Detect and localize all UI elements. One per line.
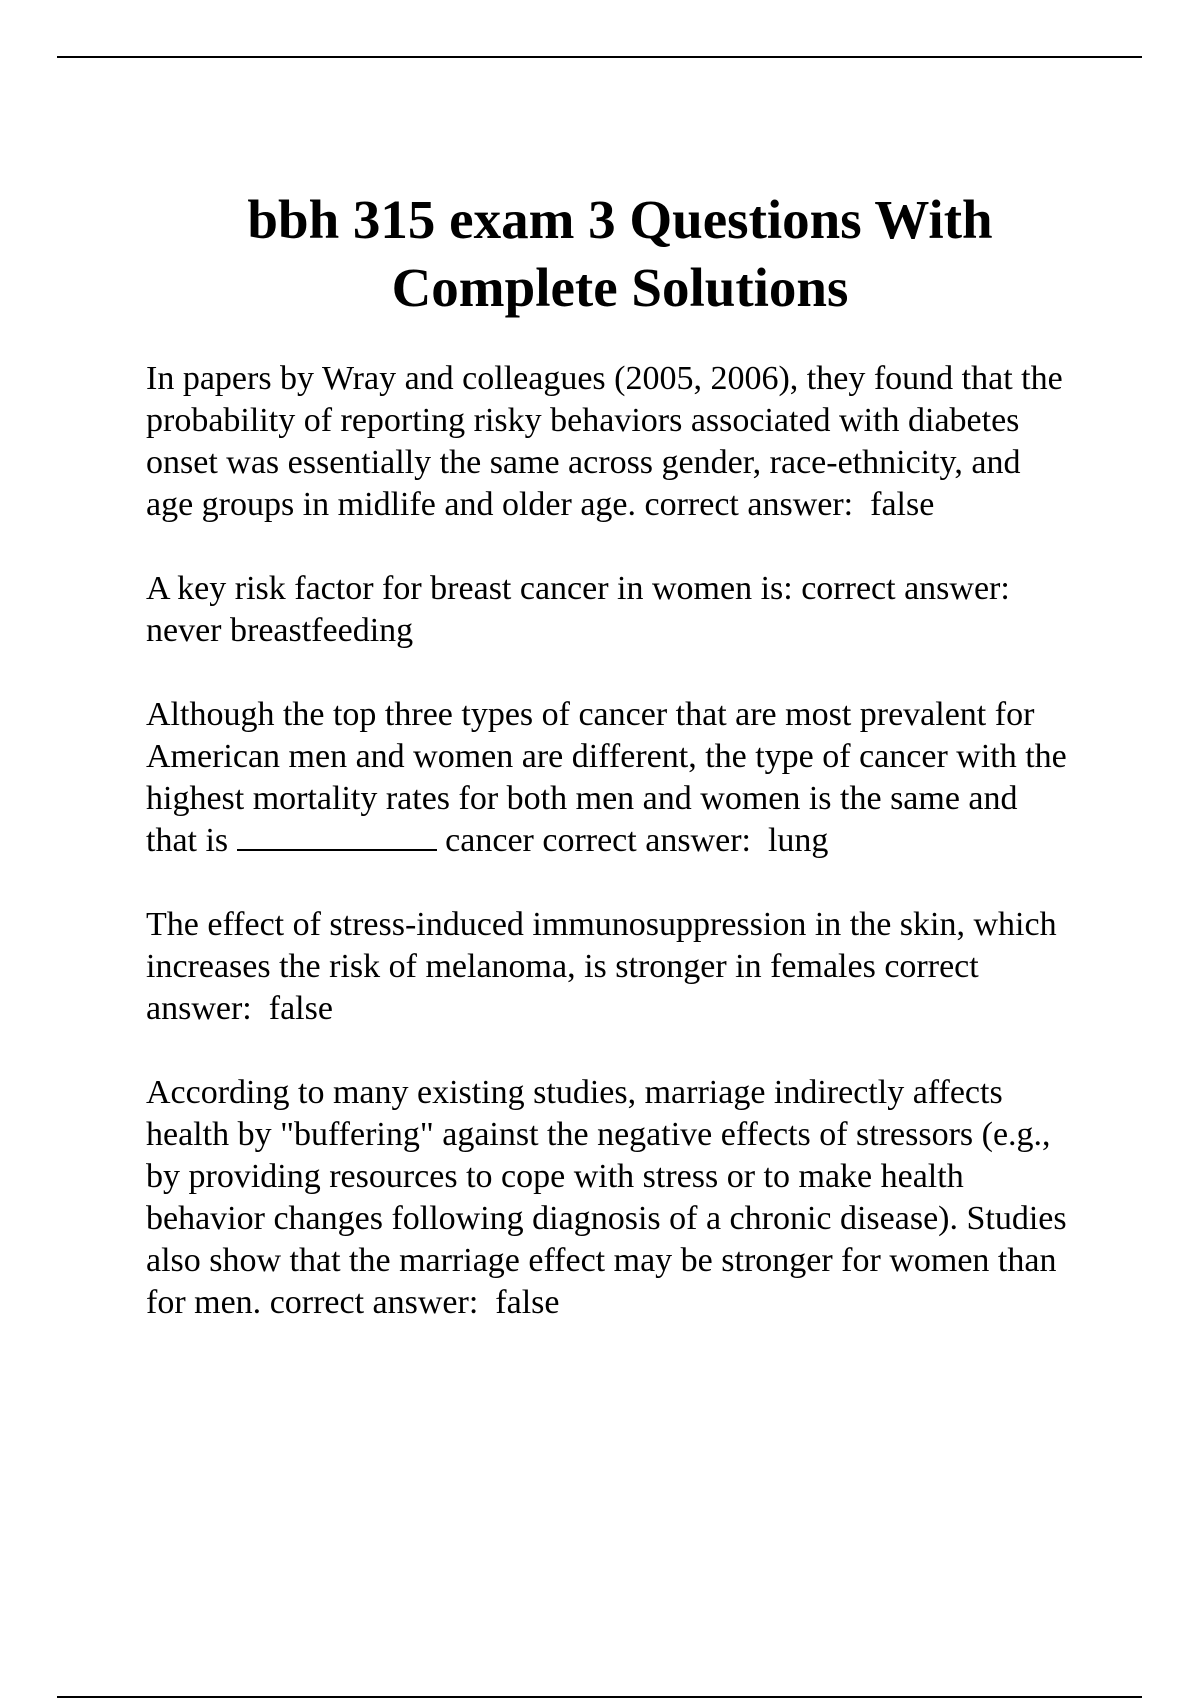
question-text: In papers by Wray and colleagues (2005, 2006), they found that the probability of reporting risky behaviors associated with diabetes onset was essentially the same across gender, race-ethnicity, and age groups in midlife and older age. bbox=[146, 360, 1063, 523]
answer-label: correct answer: bbox=[269, 1284, 479, 1321]
qa-item-5 bbox=[146, 1072, 1076, 1324]
answer-label: correct answer: bbox=[542, 822, 751, 859]
qa-item-3 bbox=[146, 694, 1076, 862]
question-text: According to many existing studies, marriage indirectly affects health by "buffering" against the negative effects of stressors (e.g., by providing resources to cope with stress or to make health behavior changes following diagnosis of a chronic disease). Studies also show that the marriage effect may be stronger for women than for men. bbox=[146, 1074, 1067, 1321]
answer-label: correct answer: bbox=[644, 486, 854, 523]
fill-in-blank bbox=[237, 821, 437, 851]
answer-text: false bbox=[495, 1284, 560, 1321]
answer-text: false bbox=[870, 486, 935, 523]
question-text-after-blank: cancer bbox=[445, 822, 534, 859]
answer-text: lung bbox=[767, 822, 829, 859]
question-text: Although the top three types of cancer that are most prevalent for American men and women are different, the type of cancer with the highest mortality rates for both men and women is the same and that is bbox=[146, 696, 1067, 859]
bottom-rule bbox=[57, 1696, 1142, 1698]
qa-list bbox=[146, 358, 1076, 1366]
answer-text: never breastfeeding bbox=[146, 612, 414, 649]
question-text: The effect of stress-induced immunosuppression in the skin, which increases the risk of melanoma, is stronger in females bbox=[146, 906, 1057, 985]
top-rule bbox=[57, 56, 1142, 58]
answer-text: false bbox=[268, 990, 333, 1027]
page-title: bbh 315 exam 3 Questions With Complete Solutions bbox=[247, 189, 993, 318]
question-text: A key risk factor for breast cancer in women is: bbox=[146, 570, 793, 607]
answer-label: correct answer: bbox=[801, 570, 1010, 607]
qa-item-2 bbox=[146, 568, 1076, 652]
qa-item-4 bbox=[146, 904, 1076, 1030]
answer-label: correct answer: bbox=[146, 948, 979, 1027]
qa-item-1 bbox=[146, 358, 1076, 526]
